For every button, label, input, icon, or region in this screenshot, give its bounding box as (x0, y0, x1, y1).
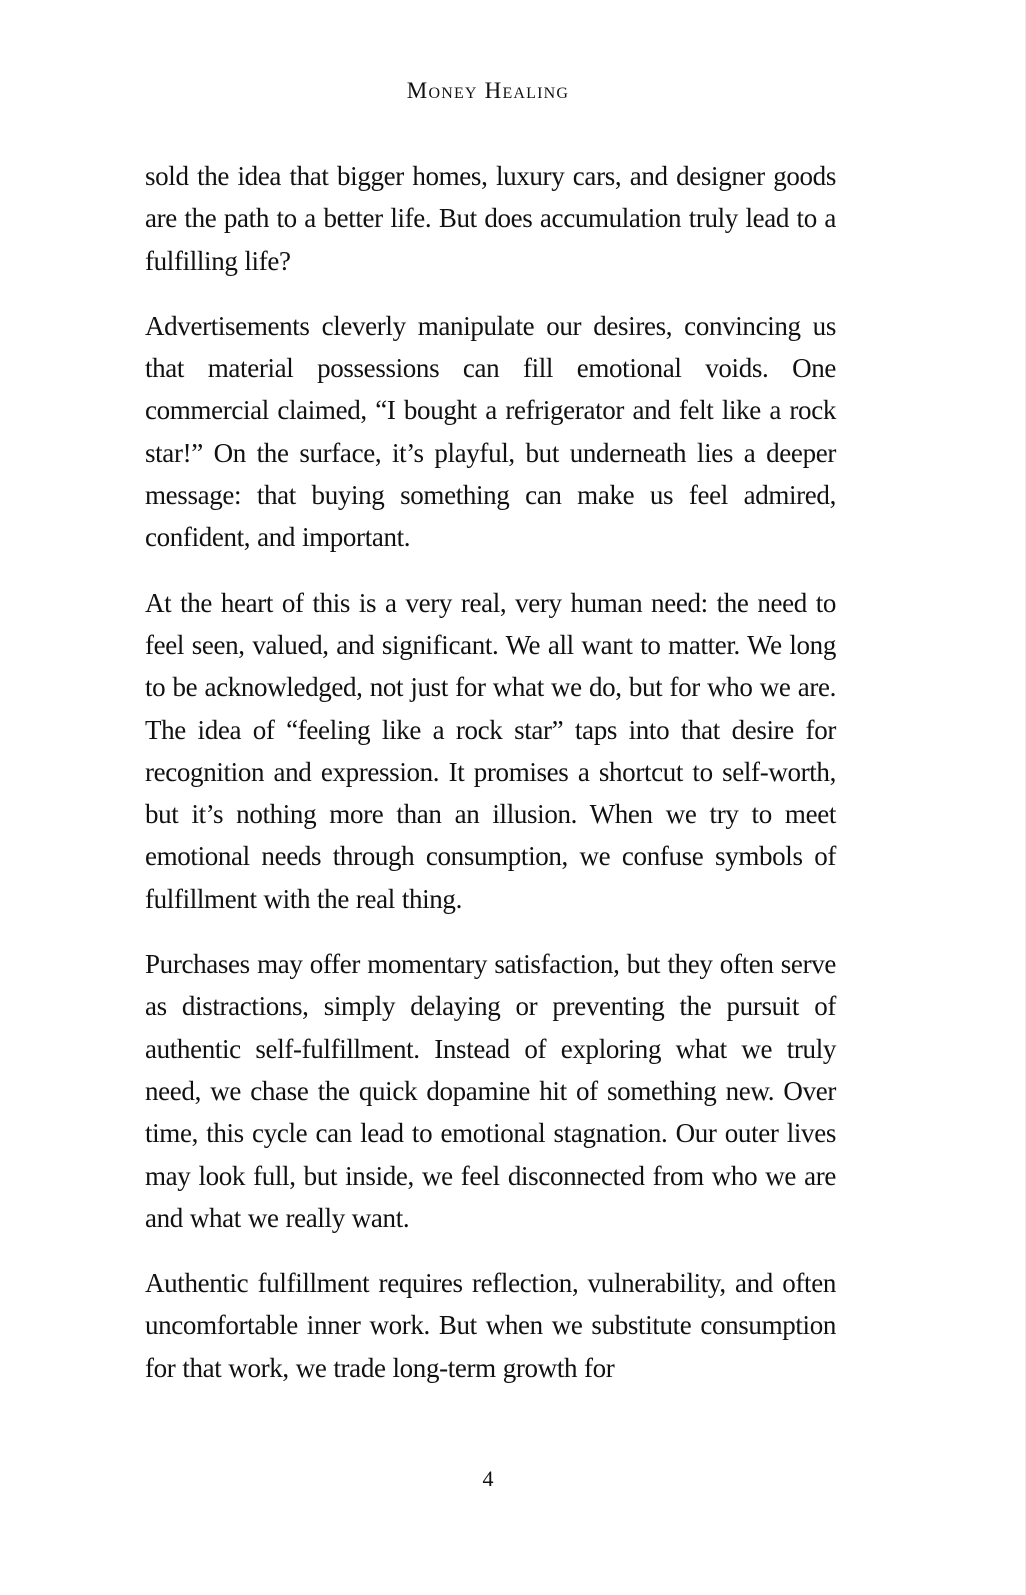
paragraph: Advertisements cleverly manipulate our desires, convincing us that material possessions can fill emotional voids. One commercial claimed, “I bought a refrigerator and felt like a rock star!” On the surface, it’s playful, but underneath lies a deeper message: that buying something can make us feel admired, confident, and important. (145, 310, 836, 553)
paragraph: sold the idea that bigger homes, luxury cars, and designer goods are the path to a better life. But does accumulation truly lead to a fulfilling life? (145, 161, 836, 276)
running-header: Money Healing (406, 78, 570, 103)
body-text (145, 155, 836, 1412)
paragraph: At the heart of this is a very real, very human need: the need to feel seen, valued, and significant. We all want to matter. We long to be acknowledged, not just for what we do, but for who we are. The idea of “feeling like a rock star” taps into that desire for recognition and expression. It promises a shortcut to self-worth, but it’s nothing more than an illusion. When we try to meet emotional needs through consumption, we confuse symbols of fulfillment with the real thing. (145, 587, 836, 914)
page-number: 4 (482, 1466, 494, 1491)
paragraph: Purchases may offer momentary satisfaction, but they often serve as distractions, simply delaying or preventing the pursuit of authentic self-fulfillment. Instead of exploring what we truly need, we chase the quick dopamine hit of something new. Over time, this cycle can lead to emotional stagnation. Our outer lives may look full, but inside, we feel disconnected from who we are and what we really want. (145, 949, 836, 1233)
paragraph: Authentic fulfillment requires reflection, vulnerability, and often uncomfortable inner work. But when we substitute consumption for that work, we trade long-term growth for (145, 1268, 836, 1383)
